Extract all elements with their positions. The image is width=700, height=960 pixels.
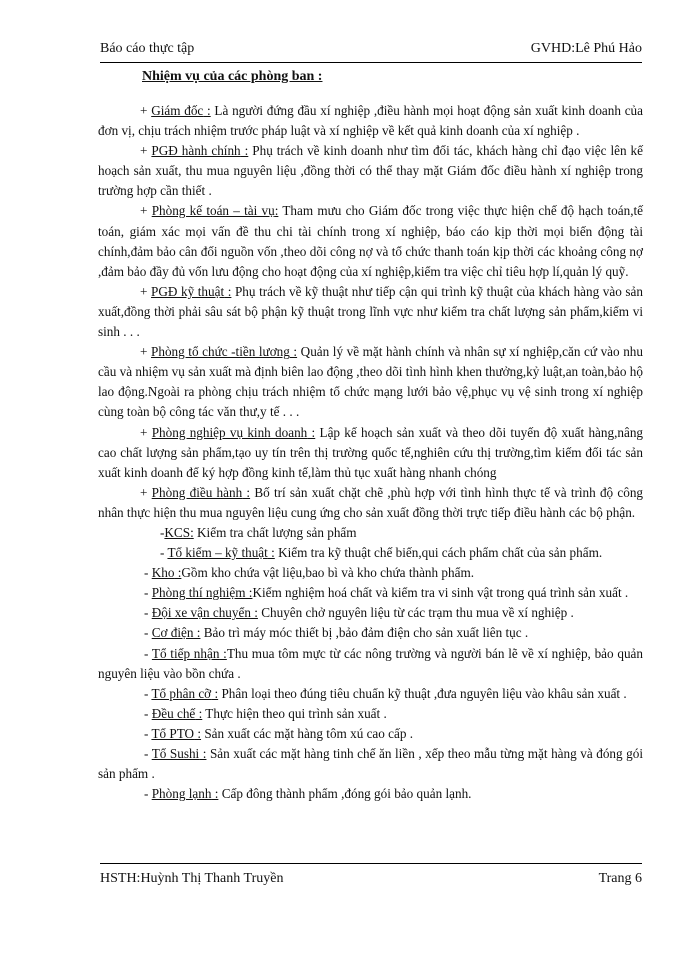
subdept-term: Tổ kiểm – kỹ thuật — [167, 545, 268, 561]
dept-item: + Phòng tổ chức -tiền lương : Quản lý về mặt hành chính và nhân sự xí nghiệp,căn cứ vào nhu cầu và nhiệm vụ sản xuất mà định biên lao động ,theo dõi tình hình khen thưởng,kỷ luật,an toàn,bảo hộ lao động.Ngoài ra phòng chịu trách nhiệm tổ chức mạng lưới bảo vệ,phục vụ vệ sinh trong xí nghiệp cùng toàn bộ công tác văn thư,y tế . . . — [98, 344, 643, 420]
subdept-item: - Tổ phân cỡ : Phân loại theo đúng tiêu chuẩn kỹ thuật ,đưa nguyên liệu vào khâu sản xuất . — [144, 685, 627, 701]
dept-term: PGĐ hành chính — [151, 143, 241, 159]
page-number: Trang 6 — [598, 871, 642, 886]
dept-term: Phòng tổ chức -tiền lương — [151, 344, 290, 360]
dept-term: Giám đốc — [151, 103, 204, 118]
subdept-item: -KCS: Kiểm tra chất lượng sản phẩm — [160, 524, 357, 540]
subdept-term: Tổ Sushi — [151, 746, 200, 761]
subdept-item: - Đều chế : Thực hiện theo qui trình sản xuất . — [144, 705, 387, 721]
subdept-term: Phòng lạnh — [151, 786, 212, 802]
subdept-term: Đội xe vận chuyển — [151, 605, 251, 621]
subdept-term: Kho — [151, 565, 175, 581]
subdept-term: Đều chế — [151, 705, 196, 721]
subdept-item: - Tổ kiểm – kỹ thuật : Kiểm tra kỹ thuật chế biến,qui cách phẩm chất của sản phẩm. — [160, 545, 603, 561]
dept-item: + Phòng nghiệp vụ kinh doanh : Lập kế hoạch sản xuất và theo dõi tuyến độ xuất hàng,nâng cao chất lượng sản phẩm,tạo uy tín trên thị trường quốc tế,nghiên cứu thị trường,tìm kiếm đối tác sản xuất kinh doanh để ký hợp đồng kinh tế,làm thủ tục xuất hàng nhanh chóng — [98, 424, 644, 480]
page-header — [100, 38, 642, 63]
dept-item: + PGĐ hành chính : Phụ trách về kinh doanh như tìm đối tác, khách hàng chỉ đạo việc lên kế hoạch sản xuất, thu mua nguyên liệu ,đồng thời có thể thay mặt Giám đốc điều hành xí nghiệp trong trường hợp cần thiết . — [98, 143, 643, 199]
header-advisor: GVHD:Lê Phú Hảo — [530, 41, 642, 56]
document-body — [98, 101, 643, 804]
dept-item: + PGĐ kỹ thuật : Phụ trách về kỹ thuật như tiếp cận qui trình kỹ thuật của khách hàng vào sản xuất,đồng thời phải sâu sát bộ phận kỹ thuật trong lĩnh vực như kiểm tra chất lượng sản phẩm,kiểm vi sinh . . . — [98, 283, 643, 340]
subdept-item: - Tổ PTO : Sản xuất các mặt hàng tôm xú cao cấp . — [144, 725, 414, 741]
subdept-item: - Kho :Gồm kho chứa vật liệu,bao bì và kho chứa thành phẩm. — [144, 565, 475, 581]
header-report-title: Báo cáo thực tập — [100, 41, 195, 56]
subdept-item: - Đội xe vận chuyển : Chuyên chở nguyên liệu từ các trạm thu mua về xí nghiệp . — [144, 605, 574, 621]
subdept-term: KCS — [164, 524, 191, 540]
subdept-term: Tổ tiếp nhận — [151, 645, 220, 661]
subdept-term: Tổ phân cỡ — [151, 685, 212, 701]
subdept-term: Tổ PTO — [151, 725, 195, 741]
footer-student-name: HSTH:Huỳnh Thị Thanh Truyền — [100, 871, 284, 886]
subdept-item: - Tổ Sushi : Sản xuất các mặt hàng tinh chế ăn liền , xếp theo mẫu từng mặt hàng và đóng gói sản phẩm . — [98, 746, 644, 782]
section-title: Nhiệm vụ của các phòng ban : — [142, 69, 323, 84]
subdept-item: - Cơ điện : Bảo trì máy móc thiết bị ,bảo đảm điện cho sản xuất liên tục . — [144, 625, 529, 641]
subdept-item: - Tổ tiếp nhận :Thu mua tôm mực từ các nông trường và người bán lẽ về xí nghiệp, bảo quản nguyên liệu vào bồn chứa . — [98, 645, 643, 681]
dept-term: Phòng kế toán – tài vụ — [151, 203, 275, 219]
page-footer — [100, 863, 642, 890]
dept-item: + Giám đốc : Là người đứng đầu xí nghiệp ,điều hành mọi hoạt động sản xuất kinh doanh của đơn vị, chịu trách nhiệm trước pháp luật và xí nghiệp về kết quả kinh doanh của xí nghiệp . — [98, 103, 644, 139]
subdept-term: Cơ điện — [151, 625, 194, 641]
subdept-item: - Phòng lạnh : Cấp đông thành phẩm ,đóng gói bảo quản lạnh. — [144, 786, 472, 802]
subdept-item: - Phòng thí nghiệm :Kiểm nghiệm hoá chất và kiểm tra vi sinh vật trong quá trình sản xuất . — [144, 585, 629, 601]
dept-term: Phòng điều hành — [151, 484, 243, 500]
dept-item: + Phòng điều hành : Bố trí sản xuất chặt chẽ ,phù hợp với tình hình thực tế và trình độ công nhân thực hiện thu mua nguyên liệu cung ứng cho sản xuất đồng thời trực tiếp điều hành các bộ phận. — [98, 484, 644, 520]
dept-term: Phòng nghiệp vụ kinh doanh — [151, 424, 308, 440]
dept-term: PGĐ kỹ thuật — [151, 283, 225, 299]
subdept-term: Phòng thí nghiệm — [151, 585, 246, 601]
dept-item: + Phòng kế toán – tài vụ: Tham mưu cho Giám đốc trong việc thực hiện chế độ hạch toán,tế toán, giám xác mọi vấn đề thu chi tài chính trong xí nghiệp, báo cáo kịp thời mọi biến động tài chính,đảm bảo cân đối nguồn vốn ,theo dõi công nợ và tổ chức thanh toán kịp thời các khoảng công nợ ,đảm bảo đầy đủ vốn lưu động cho hoạt động của xí nghiệp,kiểm tra việc chỉ tiêu hợp lí,quản lý quỹ. — [98, 203, 644, 279]
